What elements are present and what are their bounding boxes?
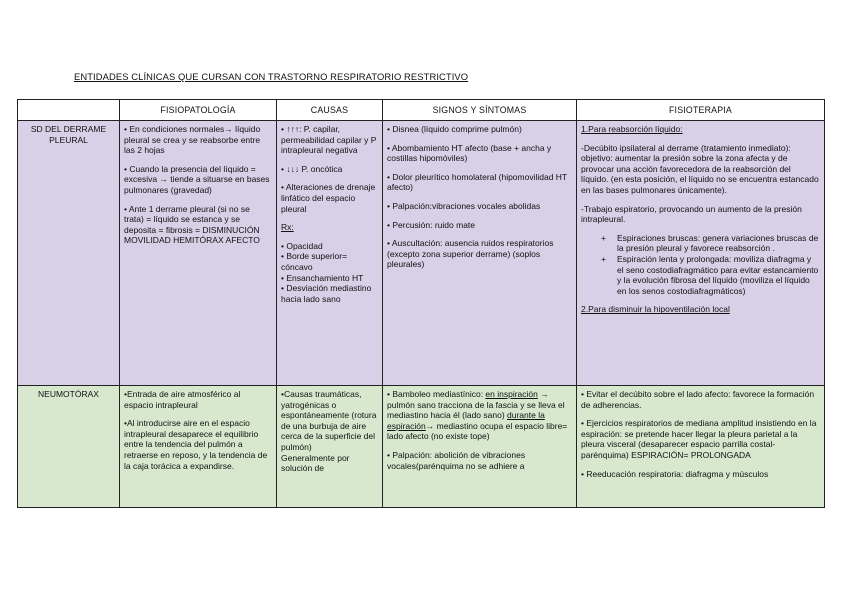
neumo-fisio-ther-item: • Evitar el decúbito sobre el lado afecto: favorece la formación de adherencias. bbox=[581, 389, 815, 410]
derrame-rx-label bbox=[281, 222, 378, 233]
neumo-fisio-ther-item: • Ejercicios respiratorios de mediana amplitud insistiendo en la espiración: se pretende hacer llegar la pleura parietal a la pleura visceral (desaparecer espacio parrilla costal- parénquima) ESPIRACIÓN= PROLONGADA bbox=[581, 418, 817, 460]
derrame-rx-item: • Desviación mediastino hacia lado sano bbox=[281, 283, 372, 304]
neumo-fisio-ther-item: • Reeducación respiratoria: diafragma y músculos bbox=[581, 468, 769, 479]
rx-label: Rx: bbox=[281, 222, 294, 233]
derrame-signo-item: • Disnea (líquido comprime pulmón) bbox=[387, 124, 522, 134]
neumo-causas-cell bbox=[277, 386, 383, 508]
derrame-causa-item: • Alteraciones de drenaje linfático del espacio pleural bbox=[281, 182, 376, 214]
header-causas: CAUSAS bbox=[277, 100, 383, 121]
derrame-rx-item: • Opacidad bbox=[281, 240, 323, 251]
fisio-heading-2: 2.Para disminuir la hipoventilación local bbox=[581, 304, 730, 315]
fisio-bullet: + Espiraciones bruscas: genera variaciones bruscas de la presión pleural y favorece reabsorción . bbox=[601, 233, 820, 254]
derrame-fisio-item: • Cuando la presencia del líquido = excesiva → tiende a situarse en bases pulmonares (gravedad) bbox=[124, 163, 270, 195]
neumo-causa-item: •Causas traumáticas, yatrogénicas o espontáneamente (rotura de una burbuja de aire cerca de la superficie del pulmón) bbox=[281, 389, 377, 452]
neumo-causa-item: Generalmente por solución de bbox=[281, 452, 350, 474]
neumo-fisio-item: •Al introducirse aire en el espacio intrapleural desaparece el equilibrio entre la tendencia del pulmón a retraerse en reposo, y la tendencia de la caja torácica a expandirse. bbox=[124, 418, 268, 471]
row-derrame-pleural bbox=[18, 121, 825, 386]
signo-text: • Bamboleo mediastínico: bbox=[387, 389, 486, 399]
fisio-bullet: + Espiración lenta y prolongada: moviliza diafragma y el seno costodiafragmático para evitar estancamiento y la evolución fibrosa del líquido (moviliza el líquido en los senos costodiafragmáticos) bbox=[601, 254, 820, 296]
derrame-signos-cell bbox=[383, 121, 577, 386]
signo-underlined: en inspiración bbox=[485, 389, 538, 399]
derrame-signo-item: • Palpación:vibraciones vocales abolidas bbox=[387, 200, 541, 211]
fisio-paragraph: -Trabajo espiratorio, provocando un aumento de la presión intrapleural. bbox=[581, 203, 802, 225]
derrame-signo-item: • Percusión: ruido mate bbox=[387, 219, 476, 230]
derrame-fisiopatologia-cell bbox=[120, 121, 277, 386]
empty-header-cell bbox=[18, 100, 120, 121]
row-label-derrame: SD DEL DERRAME PLEURAL bbox=[18, 121, 120, 386]
neumo-fisiopatologia-cell bbox=[120, 386, 277, 508]
neumo-signo-item: • Palpación: abolición de vibraciones vocales(parénquima no se adhiere a bbox=[387, 449, 526, 471]
derrame-signo-item: • Dolor pleurítico homolateral (hipomovilidad HT afecto) bbox=[387, 171, 567, 193]
derrame-signo-item: • Auscultación: ausencia ruidos respiratorios (excepto zona superior derrame) (soplos pleurales) bbox=[387, 238, 554, 270]
derrame-signo-item: • Abombamiento HT afecto (base + ancha y costillas hipomóviles) bbox=[387, 142, 552, 164]
row-label-neumotorax: NEUMOTÓRAX bbox=[18, 386, 120, 508]
signo-text: → pulmón sano tracciona de la fascia y se lleva el mediastino hacia él (lado sano) bbox=[387, 389, 565, 421]
neumo-signos-cell bbox=[383, 386, 577, 508]
fisio-paragraph: -Decúbito ipsilateral al derrame (tratamiento inmediato): objetivo: aumentar la presión sobre la zona afecta y de provocar una acción favorecedora de la reabsorción del líquido. (en esta posición, el líquido no se encuentra estancado en las bases pulmonares únicamente). bbox=[581, 142, 819, 195]
signo-text: → mediastino ocupa el espacio libre= lado afecto (no existe tope) bbox=[387, 420, 568, 442]
neumo-signo-item bbox=[387, 389, 572, 442]
derrame-fisioterapia-cell bbox=[577, 121, 825, 386]
fisio-heading-1: 1.Para reabsorción líquido: bbox=[581, 124, 683, 134]
document-title: ENTIDADES CLÍNICAS QUE CURSAN CON TRASTORNO RESPIRATORIO RESTRICTIVO bbox=[74, 71, 469, 82]
derrame-fisio-item: • En condiciones normales→ líquido pleural se crea y se reabsorbe entre las 2 hojas bbox=[124, 124, 261, 156]
header-fisiopatologia: FISIOPATOLOGÍA bbox=[120, 100, 277, 121]
derrame-causas-cell bbox=[277, 121, 383, 386]
signo-underlined: durante la espiración bbox=[387, 410, 545, 431]
header-row bbox=[18, 100, 825, 121]
clinical-table bbox=[17, 99, 825, 508]
header-fisioterapia: FISIOTERAPIA bbox=[577, 100, 825, 121]
derrame-causa-item: • ↓↓↓ P. oncótica bbox=[281, 163, 343, 174]
fisio-bullet-list bbox=[581, 233, 820, 297]
derrame-rx-item: • Borde superior= cóncavo bbox=[281, 251, 348, 272]
derrame-fisio-item: • Ante 1 derrame pleural (si no se trata) = líquido se estanca y se deposita = fibrosis = DISMINUCIÓN MOVILIDAD HEMITÓRAX AFECTO bbox=[124, 203, 260, 246]
neumo-fisio-item: •Entrada de aire atmosférico al espacio intrapleural bbox=[124, 389, 241, 410]
row-neumotorax bbox=[18, 386, 825, 508]
neumo-fisioterapia-cell bbox=[577, 386, 825, 508]
header-signos: SIGNOS Y SÍNTOMAS bbox=[383, 100, 577, 121]
derrame-causa-item: • ↑↑↑: P. capilar, permeabilidad capilar y P intrapleural negativa bbox=[281, 124, 377, 156]
derrame-rx-item: • Ensanchamiento HT bbox=[281, 272, 364, 283]
